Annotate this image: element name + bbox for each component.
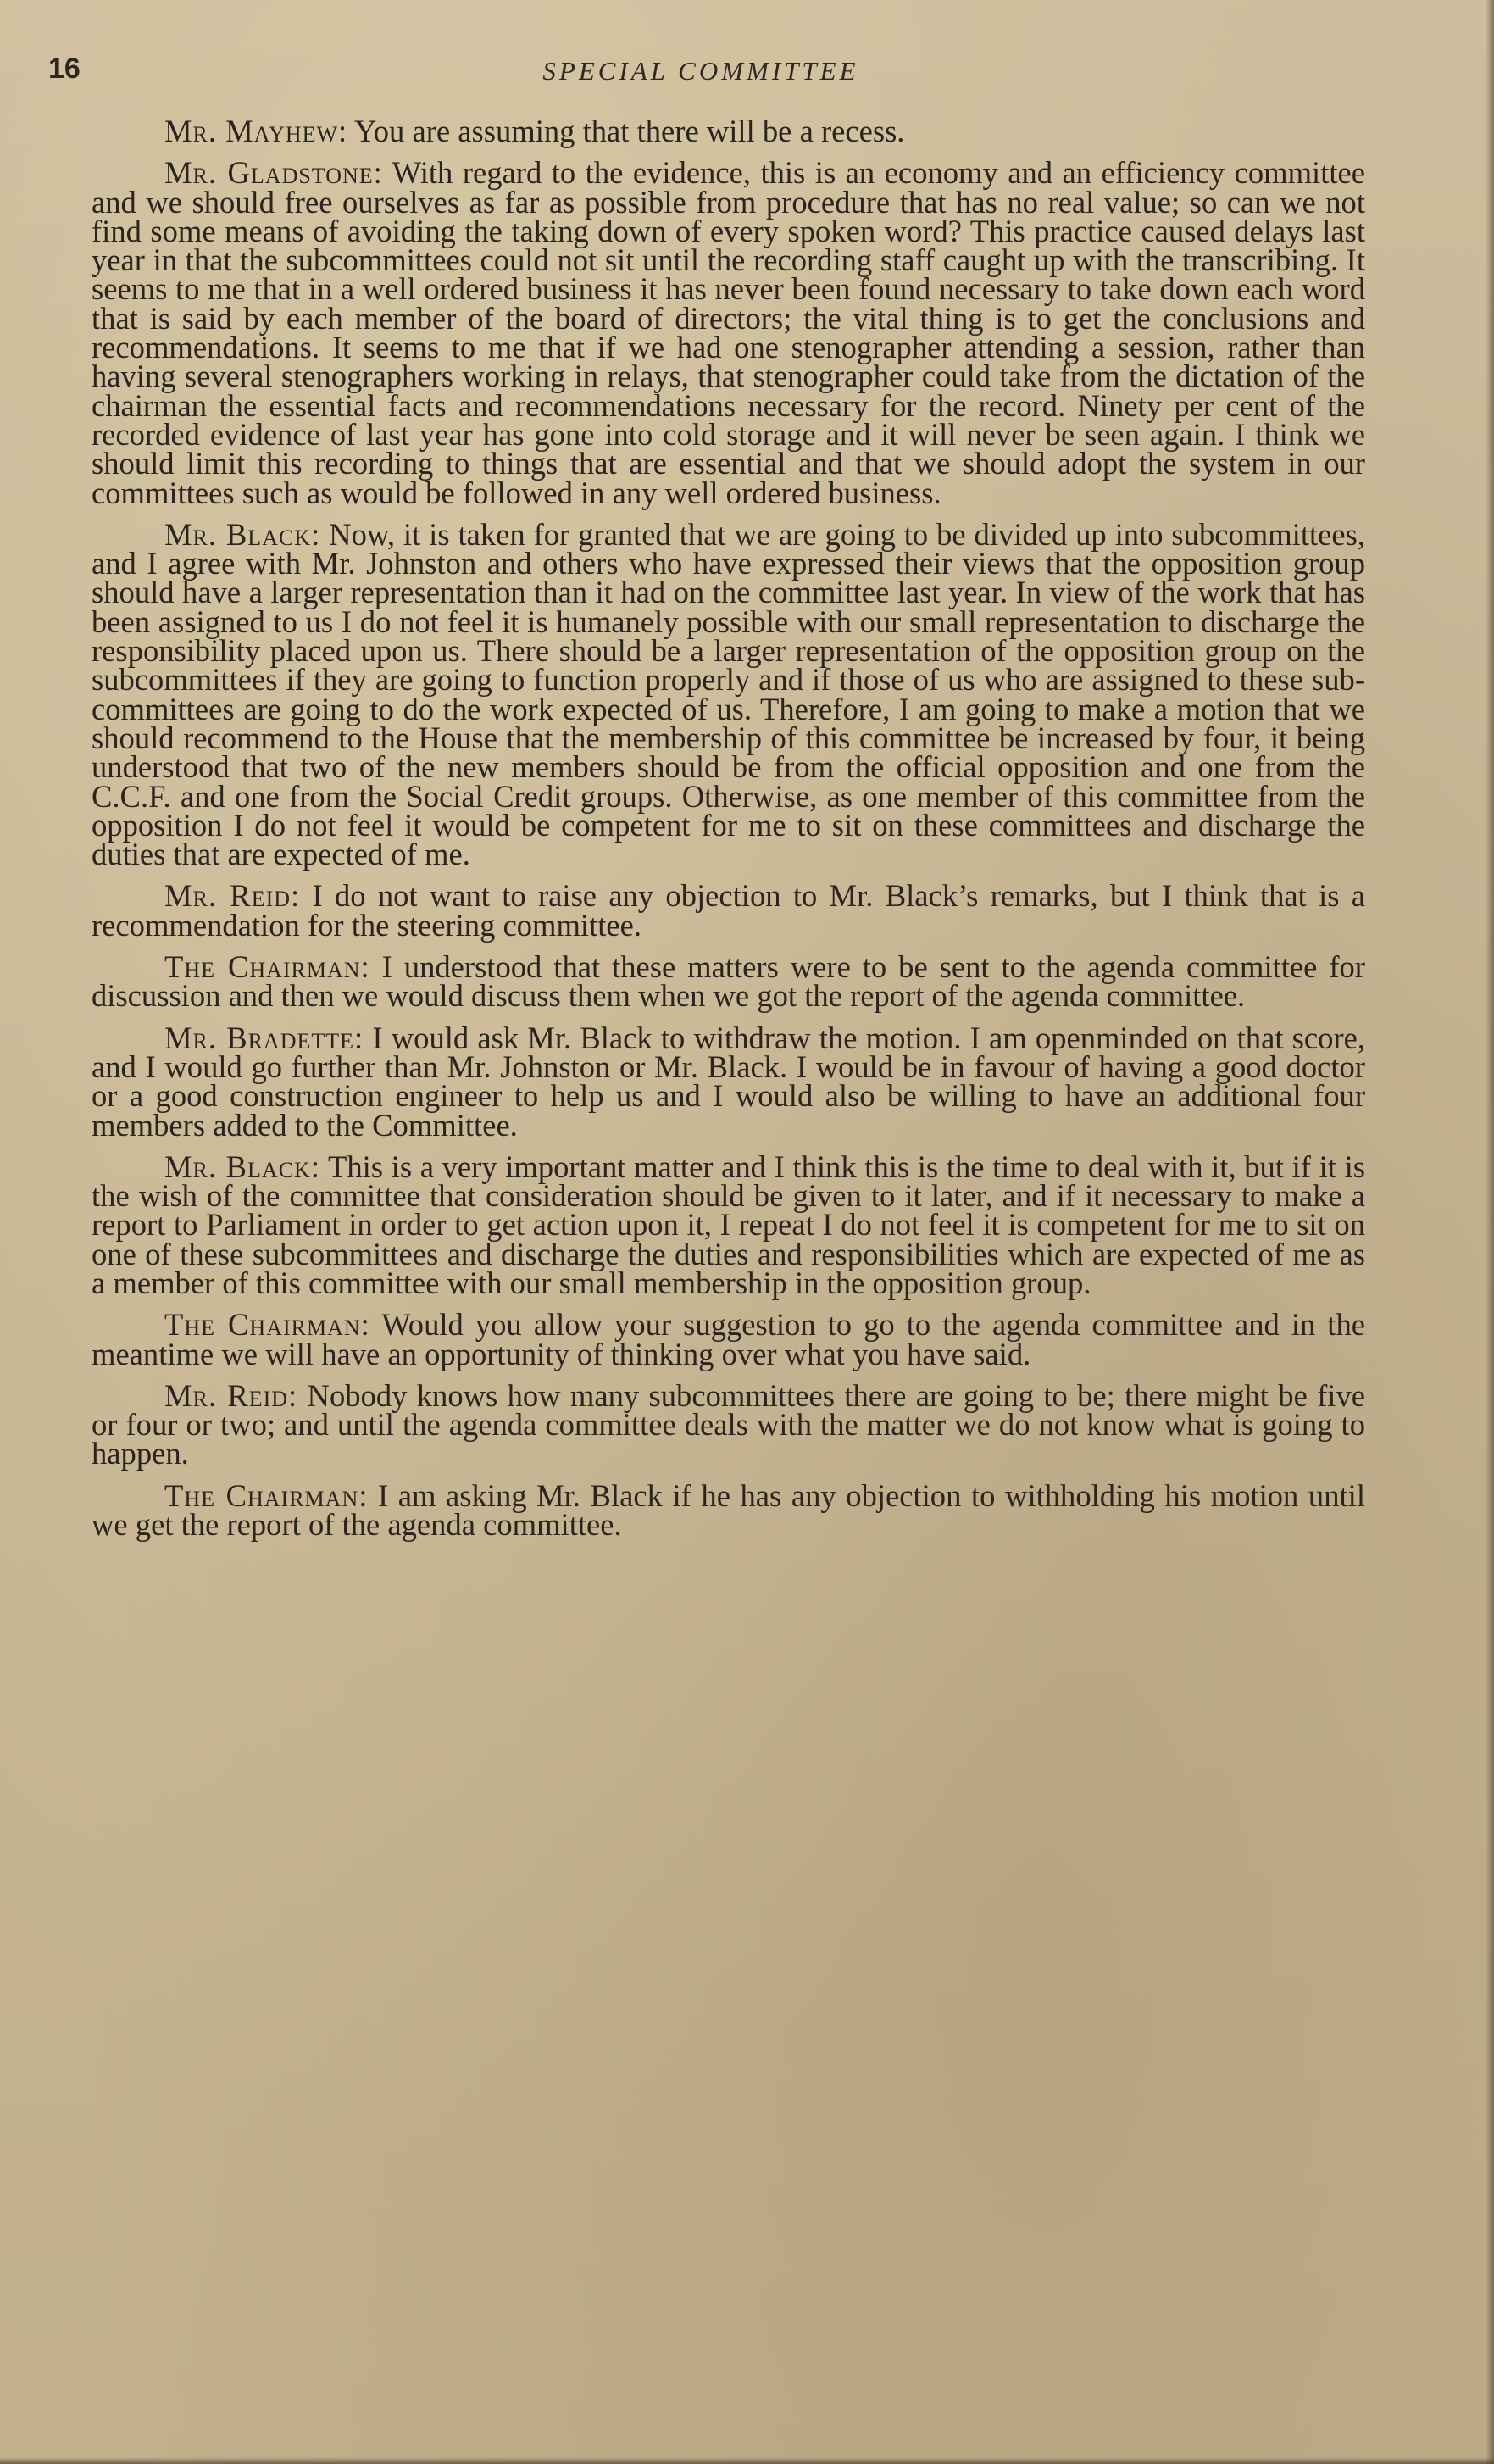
speaker-name: Mr. Mayhew: <box>164 114 348 148</box>
paragraph-black-1 <box>92 516 1365 872</box>
page-bottom-shadow <box>0 2457 1494 2464</box>
page-number: 16 <box>48 53 81 85</box>
paragraph-reid-2 <box>92 1377 1365 1471</box>
running-title: SPECIAL COMMITTEE <box>542 56 859 86</box>
speaker-name: The Chairman: <box>164 949 370 985</box>
paragraph-gladstone <box>92 155 1365 510</box>
speaker-name: The Chairman: <box>164 1477 369 1513</box>
speaker-name: Mr. Reid: <box>164 878 301 914</box>
paragraph-text: I do not want to raise any objection to Mr. Black’s remarks, but I think that is a recommendation for the steering committee. <box>92 878 1365 943</box>
transcript-body <box>92 114 1366 1543</box>
paragraph-chairman-1 <box>92 949 1365 1014</box>
page-header <box>48 53 1370 92</box>
paragraph-text: You are assuming that there will be a recess. <box>347 114 905 148</box>
speaker-name: Mr. Black: <box>164 1149 320 1184</box>
paragraph-mayhew <box>92 114 1365 148</box>
paragraph-black-2 <box>92 1149 1365 1300</box>
paragraph-reid-1 <box>92 878 1365 943</box>
speaker-name: The Chairman: <box>164 1307 370 1343</box>
paragraph-text: Now, it is taken for granted that we are going to be divided up into subcommittees, and I agree with Mr. Johnston and others who have expressed their views that the opposition group should have a larger representation than it had on the committee last year. In view of the work that has been assigned to us I do not feel it is humanely possible with our small representation to discharge the responsibility placed upon us. There should be a larger representation of the opposition group on the subcommittees if they are going to function properly and if those of us who are assigned to these subcommittees are going to do the work expected of us. Therefore, I am going to make a motion that we should recommend to the House that the membership of this committee be increased by four, it being understood that two of the new members should be from the official opposition and one from the C.C.F. and one from the Social Credit groups. Otherwise, as one member of this committee from the opposition I do not feel it would be competent for me to sit on these committees and discharge the duties that are expected of me. <box>92 516 1365 872</box>
speaker-name: Mr. Reid: <box>164 1377 298 1413</box>
speaker-name: Mr. Bradette: <box>164 1020 364 1055</box>
paragraph-text: I would ask Mr. Black to withdraw the motion. I am openminded on that score, and I would go further than Mr. Johnston or Mr. Black. I would be in favour of having a good doctor or a good construction engineer to help us and I would also be willing to have an additional four members added to the Committee. <box>92 1020 1366 1143</box>
paragraph-text: Nobody knows how many subcommittees there are going to be; there might be five or four or two; and until the agenda committee deals with the matter we do not know what is going to happen. <box>92 1377 1365 1471</box>
paragraph-text: Would you allow your suggestion to go to the agenda committee and in the meantime we will have an opportunity of thinking over what you have said. <box>92 1307 1365 1371</box>
paragraph-text: With regard to the evidence, this is an economy and an efficiency committee and we should free ourselves as far as possible from procedure that has no real value; so can we not find some means of avoiding the taking down of every spoken word? This practice caused delays last year in that the subcommittees could not sit until the recording staff caught up with the transcribing. It seems to me that in a well ordered business it has never been found necessary to take down each word that is said by each member of the board of directors; the vital thing is to get the conclusions and recommendations. It seems to me that if we had one stenographer attending a session, rather than having several stenographers working in relays, that stenographer could take from the dictation of the chairman the essential facts and recommendations necessary for the record. Ninety per cent of the recorded evidence of last year has gone into cold storage and it will never be seen again. I think we should limit this recording to things that are essential and that we should adopt the system in our committees such as would be followed in any well ordered business. <box>92 155 1365 510</box>
paragraph-text: This is a very important matter and I think this is the time to deal with it, but if it is the wish of the committee that consideration should be given to it later, and if it necessary to make a report to Parliament in order to get action upon it, I repeat I do not feel it is competent for me to sit on one of these subcommittees and discharge the duties and responsibilities which are expected of me as a member of this committee with our small membership in the opposition group. <box>92 1149 1365 1300</box>
paragraph-bradette <box>92 1020 1366 1143</box>
paragraph-text: I understood that these matters were to be sent to the agenda committee for discussion and then we would discuss them when we got the report of the agenda committee. <box>92 949 1365 1014</box>
speaker-name: Mr. Gladstone: <box>164 155 383 191</box>
speaker-name: Mr. Black: <box>164 516 321 552</box>
page-edge-shadow <box>1486 0 1494 2464</box>
paragraph-chairman-3 <box>92 1477 1366 1543</box>
paragraph-text: I am asking Mr. Black if he has any objection to withholding his motion until we get the report of the agenda committee. <box>92 1477 1366 1543</box>
paragraph-chairman-2 <box>92 1307 1365 1371</box>
